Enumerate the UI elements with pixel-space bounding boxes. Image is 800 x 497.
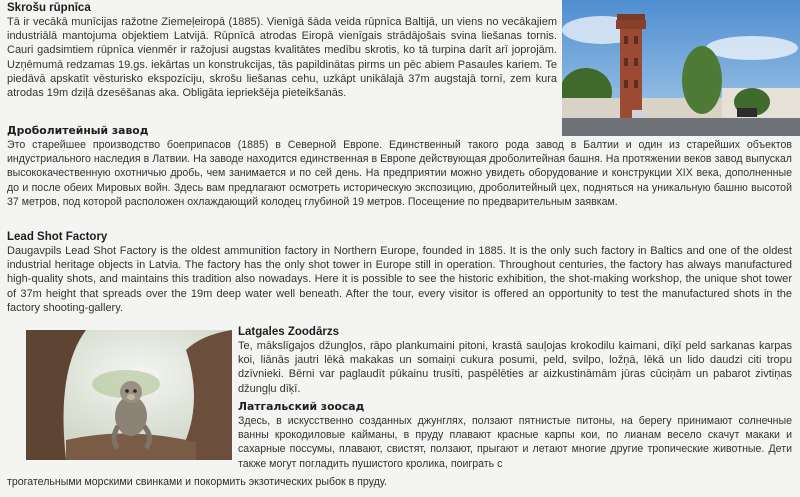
- section-title: Дроболитейный завод: [7, 124, 149, 137]
- zoo-ru-trailing-line: трогательными морскими свинками и покормить экзотических рыбок в пруду.: [7, 476, 387, 488]
- lead-shot-factory-lv-section: [7, 1, 557, 100]
- section-body: Это старейшее производство боеприпасов (1885) в Северной Европе. Единственный такого рода завод в Балтии и один из старейших объектов индустриального наследия в Латвии. На заводе находится единственная в Европе действующая дроболитейная башня. На протяжении веков завод выпускал высококачественную охотничью дробь, чем занимается и по сей день. На предприятии можно увидеть оборудование и конструкции XIX века, дополненные до и после обеих Мировых войн. Здесь вам предлагают осмотреть историческую экспозицию, дроболитейный цех, подняться на уникальную башню высотой 37 метров, под которой расположен охлаждающий колодец глубиной 19 метров. Посещение по предварительным заявкам.: [7, 139, 792, 208]
- section-body: Tā ir vecākā munīcijas ražotne Ziemeļeiropā (1885). Vienīgā šāda veida rūpnīca Baltijā, un viens no vecākajiem industriālā mantojuma objektiem Latvijā. Rūpnīcā atrodas Eiropā vienīgais strādājošais svina liešanas tornis. Cauri gadsimtiem rūpnīca vienmēr ir ražojusi augstas kvalitātes medību skrotis, ko tā turpina darīt arī joprojām. Uzņēmumā redzamas 19.gs. iekārtas un konstrukcijas, tās papildinātas pirms un pēc abiem Pasaules kariem. Te piedāvā apskatīt vēsturisko ekspozīciju, skrošu liešanas cehu, uzkāpt unikālajā 37m augstajā tornī, zem kura atrodas 19m dziļā dzesēšanas aka. Obligāta iepriekšēja pieteikšanās.: [7, 16, 557, 100]
- latgale-zoo-ru-section: [238, 400, 792, 471]
- zoo-monkey-photo: [26, 330, 232, 460]
- section-title: Skrošu rūpnīca: [7, 2, 91, 14]
- section-body: Здесь, в искусственно созданных джунглях, ползают пятнистые питоны, на берегу принимают солнечные ванны крокодиловые кайманы, в пруду плавают красные карпы кои, по лианам весело скачут макаки и сахарные поссумы, плавают, свистят, ползают, прыгают и летают многие другие тропические животные. Дети также могут погладить пушистого кролика, поиграть с: [238, 415, 792, 470]
- section-title: Latgales Zoodārzs: [238, 326, 339, 338]
- lead-shot-factory-ru-section: [7, 124, 792, 209]
- lead-shot-factory-en-section: [7, 230, 792, 315]
- section-body: Daugavpils Lead Shot Factory is the oldest ammunition factory in Northern Europe, founded in 1885. It is the only such factory in Baltics and one of the oldest industrial heritage objects in Latvia. The factory has the only shot tower in Europe still in operation. Throughout centuries, the factory has always manufactured high-quality shots, and maintains this tradition also nowadays. Here it is possible to see the historic exhibition, the shot-making workshop, the unique shot tower of 37m height that spreads over the 19m deep water well beneath. After the tour, every visitor is offered an opportunity to test the manufactured shots in the factory shooting-gallery.: [7, 245, 792, 314]
- section-title: Латгальский зоосад: [238, 400, 365, 413]
- section-body: Te, mākslīgajos džungļos, rāpo plankumaini pitoni, krastā sauļojas krokodilu kaimani, dīķī peld sarkanas karpas koi, liānās jautri lēkā makakas un somaiņi cukura posumi, peld, svilpo, ložņā, lēkā un lido daudzi citi tropu dzīvnieki. Bērni var paglaudīt pūkainu trusīti, paspēlēties ar aizkustināmām jūras cūciņām un pabarot zivtiņas džungļu dīķī.: [238, 340, 792, 395]
- section-title: Lead Shot Factory: [7, 231, 108, 243]
- latgale-zoo-lv-section: [238, 325, 792, 396]
- shot-tower-photo: [562, 0, 800, 136]
